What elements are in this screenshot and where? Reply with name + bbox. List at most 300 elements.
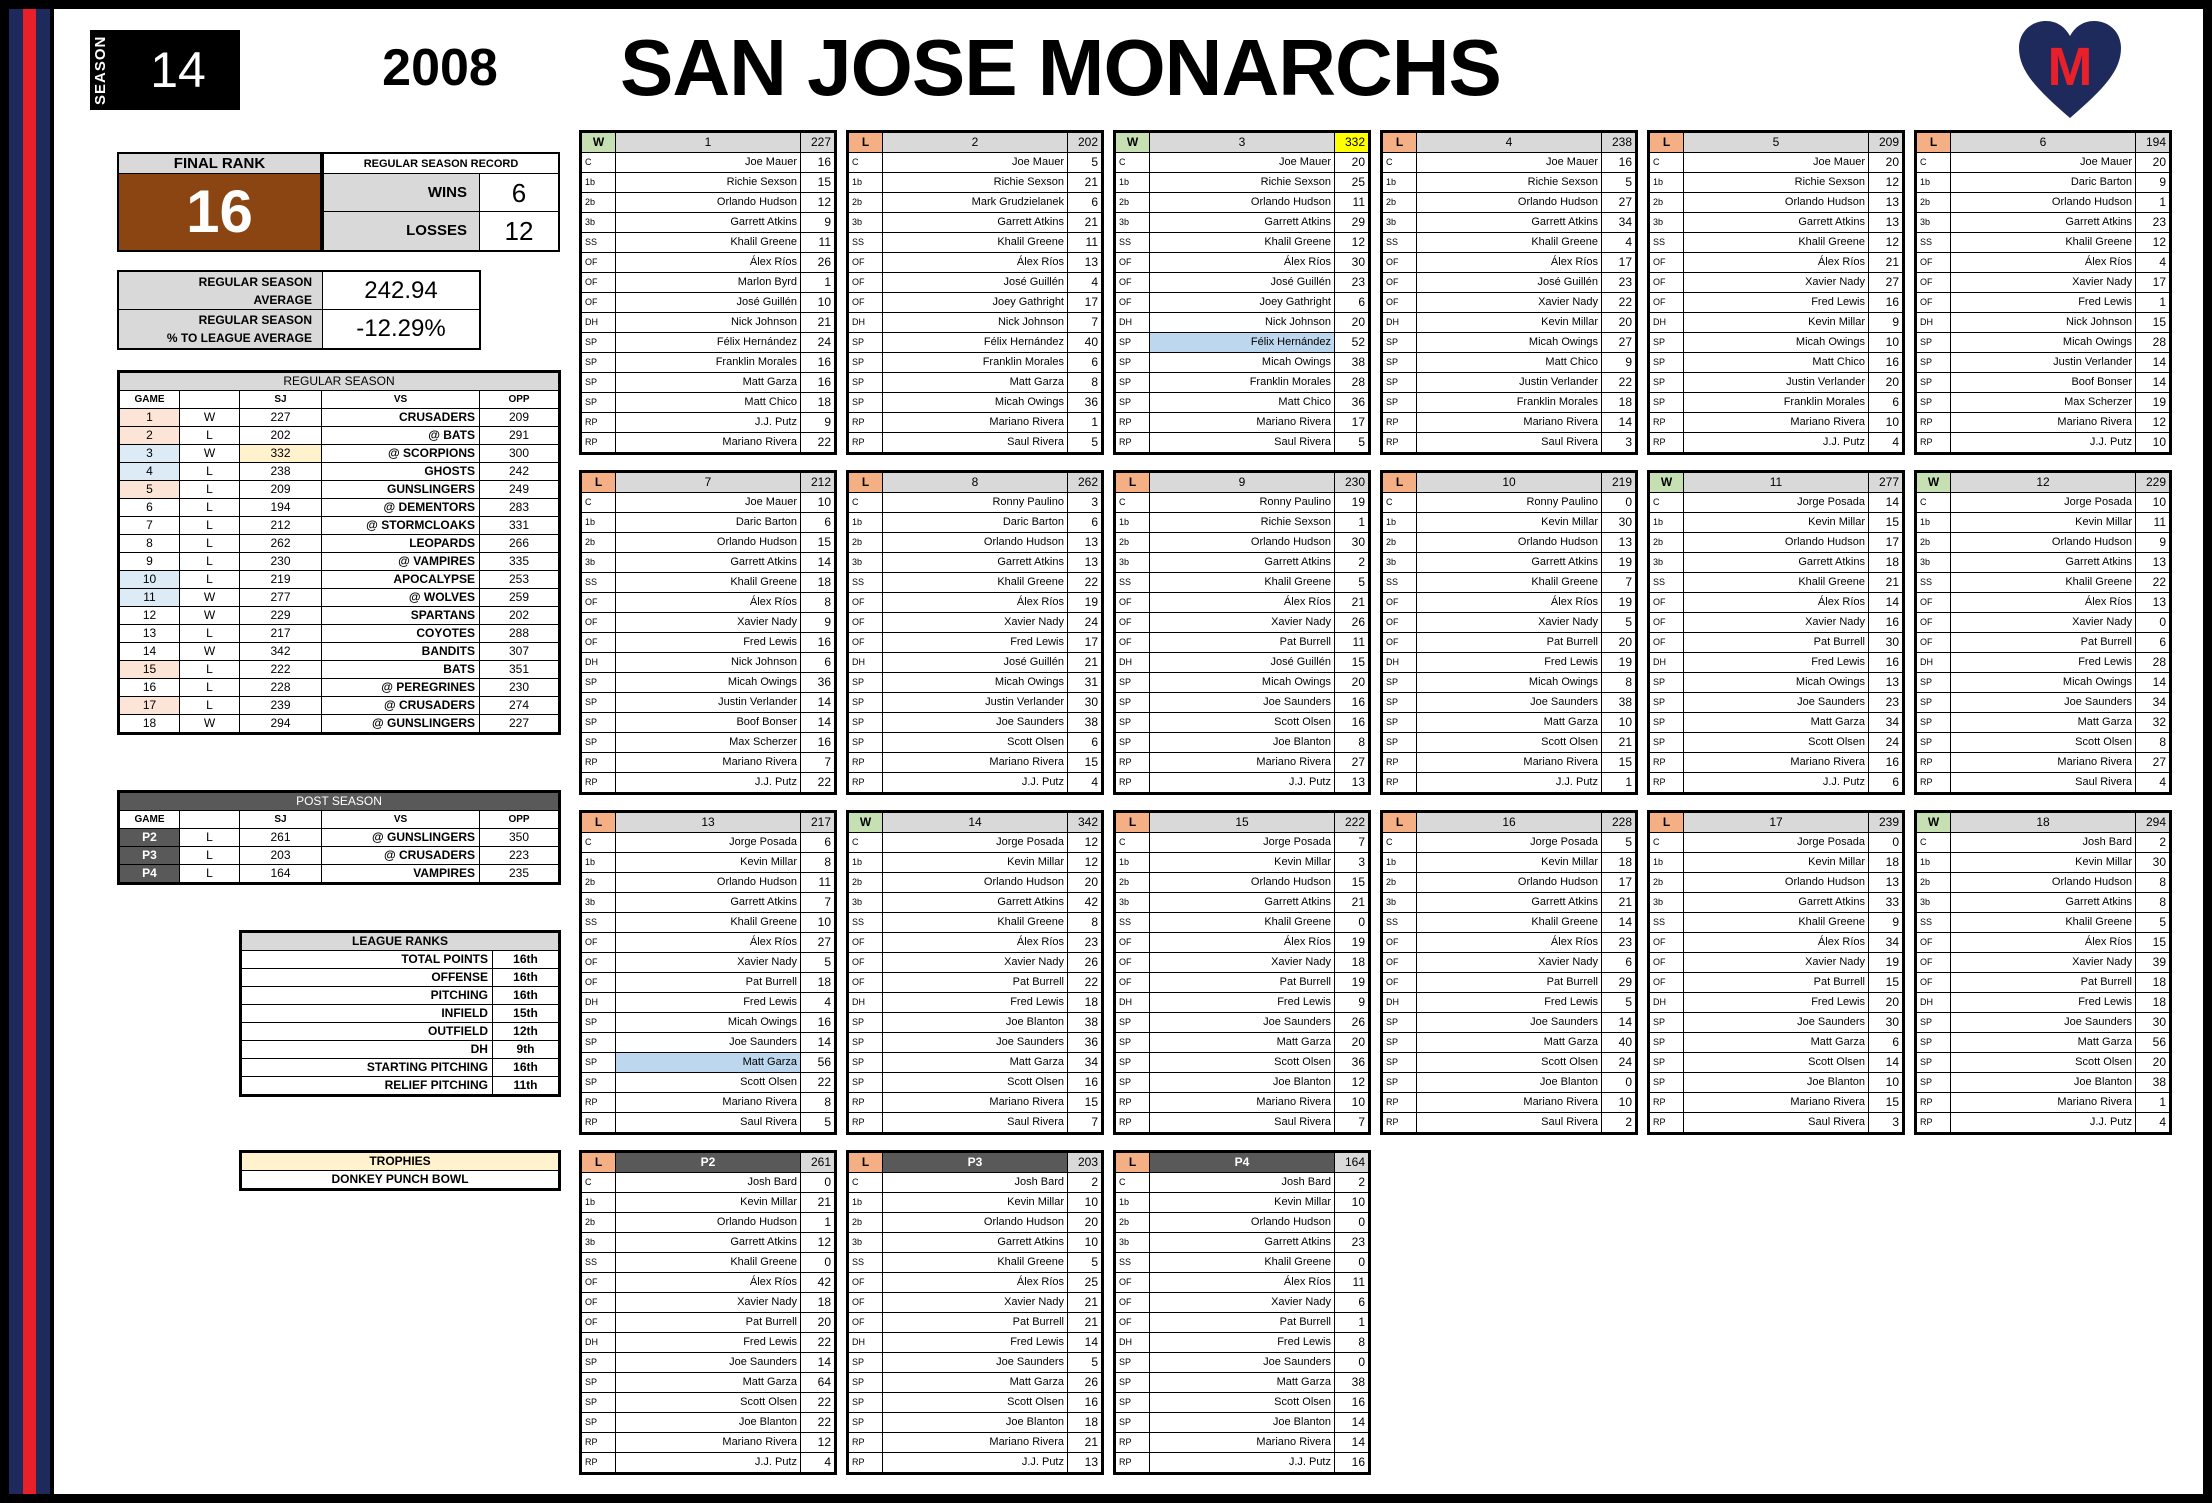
position: SP bbox=[1383, 393, 1417, 413]
player-points: 21 bbox=[1869, 253, 1903, 273]
team-score: 202 bbox=[240, 427, 322, 445]
lineup-row bbox=[1116, 173, 1369, 193]
position: RP bbox=[1116, 753, 1150, 773]
player-points: 17 bbox=[1068, 633, 1102, 653]
lineup-row bbox=[582, 1213, 835, 1233]
final-rank-label: FINAL RANK bbox=[119, 154, 320, 174]
lineup-row bbox=[1116, 1033, 1369, 1053]
position: RP bbox=[1650, 433, 1684, 453]
player-name: Fred Lewis bbox=[1150, 1333, 1335, 1353]
player-points: 5 bbox=[1068, 433, 1102, 453]
player-points: 36 bbox=[1068, 393, 1102, 413]
schedule-row bbox=[120, 829, 559, 847]
lineup-row bbox=[1116, 773, 1369, 793]
player-name: Xavier Nady bbox=[1684, 273, 1869, 293]
player-points: 14 bbox=[1602, 913, 1636, 933]
player-points: 13 bbox=[1869, 673, 1903, 693]
game-total: 202 bbox=[1068, 133, 1102, 153]
player-name: Joe Saunders bbox=[1684, 1013, 1869, 1033]
player-points: 25 bbox=[1068, 1273, 1102, 1293]
player-points: 0 bbox=[1335, 1253, 1369, 1273]
rank-row bbox=[242, 951, 559, 969]
player-name: Álex Ríos bbox=[1417, 933, 1602, 953]
lineup-row bbox=[1383, 353, 1636, 373]
team-score: 262 bbox=[240, 535, 322, 553]
player-points: 6 bbox=[801, 513, 835, 533]
player-name: Xavier Nady bbox=[616, 953, 801, 973]
game-header bbox=[849, 133, 1102, 153]
player-points: 6 bbox=[1602, 953, 1636, 973]
lineup-row bbox=[1116, 293, 1369, 313]
player-name: Scott Olsen bbox=[1951, 1053, 2136, 1073]
player-name: Mariano Rivera bbox=[1417, 753, 1602, 773]
player-points: 14 bbox=[801, 553, 835, 573]
player-name: Scott Olsen bbox=[883, 1393, 1068, 1413]
lineup-row bbox=[849, 893, 1102, 913]
lineup-row bbox=[1116, 873, 1369, 893]
player-points: 14 bbox=[1602, 1013, 1636, 1033]
position: RP bbox=[1383, 1093, 1417, 1113]
player-name: Orlando Hudson bbox=[1150, 1213, 1335, 1233]
lineup-row bbox=[1917, 1093, 2170, 1113]
schedule-row bbox=[120, 481, 559, 499]
lineup-row bbox=[1650, 993, 1903, 1013]
rank-row bbox=[242, 1077, 559, 1095]
position: OF bbox=[849, 1273, 883, 1293]
player-points: 11 bbox=[1335, 1273, 1369, 1293]
player-name: Joe Blanton bbox=[1150, 733, 1335, 753]
position: DH bbox=[1383, 313, 1417, 333]
position: SP bbox=[1383, 353, 1417, 373]
player-points: 64 bbox=[801, 1373, 835, 1393]
lineup-row bbox=[582, 433, 835, 453]
lineup-row bbox=[849, 953, 1102, 973]
position: OF bbox=[582, 593, 616, 613]
opponent-score: 223 bbox=[480, 847, 559, 865]
wins-value: 6 bbox=[511, 178, 527, 208]
position: RP bbox=[849, 433, 883, 453]
player-points: 0 bbox=[801, 1173, 835, 1193]
lineup-row bbox=[849, 613, 1102, 633]
game-result: L bbox=[180, 625, 240, 643]
lineup-row bbox=[849, 1173, 1102, 1193]
position: SP bbox=[582, 693, 616, 713]
player-name: Kevin Millar bbox=[883, 1193, 1068, 1213]
lineup-row bbox=[1383, 1093, 1636, 1113]
lineup-row bbox=[1116, 953, 1369, 973]
opponent: BATS bbox=[322, 661, 480, 679]
lineup-row bbox=[1917, 833, 2170, 853]
player-points: 26 bbox=[1335, 1013, 1369, 1033]
player-name: Orlando Hudson bbox=[883, 1213, 1068, 1233]
lineup-row bbox=[1116, 1173, 1369, 1193]
player-points: 14 bbox=[1335, 1413, 1369, 1433]
player-name: Kevin Millar bbox=[1417, 853, 1602, 873]
player-points: 16 bbox=[1869, 753, 1903, 773]
game-result: L bbox=[180, 427, 240, 445]
lineup-row bbox=[1917, 1073, 2170, 1093]
rank-category: RELIEF PITCHING bbox=[242, 1077, 493, 1095]
position: 1b bbox=[1917, 853, 1951, 873]
position: 2b bbox=[582, 873, 616, 893]
schedule-row bbox=[120, 445, 559, 463]
position: OF bbox=[1917, 613, 1951, 633]
player-name: Pat Burrell bbox=[616, 1313, 801, 1333]
player-points: 14 bbox=[1869, 1053, 1903, 1073]
player-name: Kevin Millar bbox=[616, 853, 801, 873]
player-points: 12 bbox=[801, 1433, 835, 1453]
player-name: Micah Owings bbox=[1150, 673, 1335, 693]
lineup-row bbox=[1650, 1013, 1903, 1033]
opponent-score: 288 bbox=[480, 625, 559, 643]
player-points: 36 bbox=[1068, 1033, 1102, 1053]
lineup-row bbox=[1917, 553, 2170, 573]
position: SP bbox=[1917, 1053, 1951, 1073]
opponent: @ GUNSLINGERS bbox=[322, 829, 480, 847]
player-points: 5 bbox=[801, 953, 835, 973]
player-points: 13 bbox=[1869, 213, 1903, 233]
game-number: 3 bbox=[120, 445, 180, 463]
lineup-row bbox=[1917, 893, 2170, 913]
player-name: Álex Ríos bbox=[1684, 933, 1869, 953]
lineup-row bbox=[1917, 493, 2170, 513]
position: C bbox=[1650, 493, 1684, 513]
post-season-table bbox=[117, 790, 561, 885]
player-points: 17 bbox=[2136, 273, 2170, 293]
position: OF bbox=[582, 253, 616, 273]
position: SP bbox=[849, 353, 883, 373]
game-box bbox=[579, 810, 837, 1135]
position: SP bbox=[1650, 713, 1684, 733]
lineup-row bbox=[1917, 213, 2170, 233]
player-name: Garrett Atkins bbox=[1417, 213, 1602, 233]
player-name: Álex Ríos bbox=[616, 593, 801, 613]
player-points: 1 bbox=[1335, 513, 1369, 533]
lineup-row bbox=[849, 173, 1102, 193]
player-points: 34 bbox=[1869, 933, 1903, 953]
game-box bbox=[1647, 470, 1905, 795]
player-points: 16 bbox=[1869, 613, 1903, 633]
position: OF bbox=[1116, 593, 1150, 613]
position: SS bbox=[1383, 573, 1417, 593]
player-name: Khalil Greene bbox=[883, 913, 1068, 933]
player-name: Xavier Nady bbox=[1417, 293, 1602, 313]
lineup-row bbox=[1116, 613, 1369, 633]
lineup-row bbox=[1917, 533, 2170, 553]
player-name: Fred Lewis bbox=[1150, 993, 1335, 1013]
position: OF bbox=[849, 1293, 883, 1313]
game-result-badge: L bbox=[1116, 813, 1150, 833]
player-points: 27 bbox=[801, 933, 835, 953]
position: 2b bbox=[1917, 533, 1951, 553]
lineup-row bbox=[1917, 413, 2170, 433]
lineup-row bbox=[1650, 213, 1903, 233]
position: RP bbox=[1383, 753, 1417, 773]
lineup-row bbox=[849, 193, 1102, 213]
player-points: 13 bbox=[1068, 533, 1102, 553]
player-name: J.J. Putz bbox=[1150, 1453, 1335, 1473]
player-points: 21 bbox=[1335, 893, 1369, 913]
player-name: Micah Owings bbox=[1684, 333, 1869, 353]
player-name: Álex Ríos bbox=[883, 253, 1068, 273]
position: 2b bbox=[582, 193, 616, 213]
game-header bbox=[582, 473, 835, 493]
player-points: 24 bbox=[1068, 613, 1102, 633]
opponent-score: 266 bbox=[480, 535, 559, 553]
stripe-red bbox=[23, 9, 36, 1494]
avg-label-1: REGULAR SEASON bbox=[198, 275, 312, 289]
position: RP bbox=[1116, 773, 1150, 793]
position: OF bbox=[1650, 293, 1684, 313]
player-name: Franklin Morales bbox=[1417, 393, 1602, 413]
player-name: Joe Saunders bbox=[1150, 1013, 1335, 1033]
player-name: Joe Saunders bbox=[883, 1033, 1068, 1053]
lineup-row bbox=[1650, 573, 1903, 593]
player-name: J.J. Putz bbox=[1684, 433, 1869, 453]
position: 1b bbox=[1650, 513, 1684, 533]
lineup-row bbox=[849, 1413, 1102, 1433]
position: RP bbox=[1116, 433, 1150, 453]
position: SP bbox=[1383, 1053, 1417, 1073]
team-score: 203 bbox=[240, 847, 322, 865]
lineup-row bbox=[582, 1173, 835, 1193]
player-name: Orlando Hudson bbox=[883, 533, 1068, 553]
position: SP bbox=[1116, 1393, 1150, 1413]
player-points: 16 bbox=[1335, 693, 1369, 713]
player-name: Mariano Rivera bbox=[616, 433, 801, 453]
opponent: @ CRUSADERS bbox=[322, 697, 480, 715]
position: DH bbox=[1383, 653, 1417, 673]
lineup-row bbox=[582, 853, 835, 873]
player-name: Joe Blanton bbox=[616, 1413, 801, 1433]
player-points: 13 bbox=[1869, 873, 1903, 893]
game-number: 15 bbox=[120, 661, 180, 679]
player-name: Mariano Rivera bbox=[1150, 1093, 1335, 1113]
player-points: 17 bbox=[1335, 413, 1369, 433]
position: RP bbox=[1917, 773, 1951, 793]
column-header: VS bbox=[322, 391, 480, 409]
player-points: 9 bbox=[801, 413, 835, 433]
player-name: Mariano Rivera bbox=[883, 753, 1068, 773]
position: 1b bbox=[1116, 173, 1150, 193]
player-points: 14 bbox=[2136, 373, 2170, 393]
player-name: Scott Olsen bbox=[616, 1073, 801, 1093]
lineup-row bbox=[1650, 893, 1903, 913]
player-name: Kevin Millar bbox=[1684, 853, 1869, 873]
pct-label-1: REGULAR SEASON bbox=[198, 313, 312, 327]
game-box bbox=[1113, 130, 1371, 455]
position: C bbox=[1917, 153, 1951, 173]
player-points: 18 bbox=[1335, 953, 1369, 973]
pct-label-2: % TO LEAGUE AVERAGE bbox=[166, 331, 312, 345]
position: OF bbox=[1383, 253, 1417, 273]
lineup-row bbox=[1383, 613, 1636, 633]
column-header: OPP bbox=[480, 811, 559, 829]
lineup-row bbox=[1650, 713, 1903, 733]
game-number: 1 bbox=[120, 409, 180, 427]
player-name: Xavier Nady bbox=[1684, 953, 1869, 973]
player-points: 24 bbox=[801, 333, 835, 353]
game-result: L bbox=[180, 679, 240, 697]
player-points: 15 bbox=[1869, 1093, 1903, 1113]
player-points: 26 bbox=[1068, 1373, 1102, 1393]
player-points: 28 bbox=[2136, 653, 2170, 673]
opponent: APOCALYPSE bbox=[322, 571, 480, 589]
player-points: 18 bbox=[1869, 553, 1903, 573]
game-total: 227 bbox=[801, 133, 835, 153]
game-header bbox=[1116, 1153, 1369, 1173]
player-name: Xavier Nady bbox=[616, 613, 801, 633]
player-name: Matt Chico bbox=[616, 393, 801, 413]
team-score: 209 bbox=[240, 481, 322, 499]
position: 3b bbox=[1650, 553, 1684, 573]
lineup-row bbox=[582, 393, 835, 413]
position: 3b bbox=[849, 893, 883, 913]
position: 3b bbox=[1116, 213, 1150, 233]
lineup-row bbox=[1917, 153, 2170, 173]
position: RP bbox=[849, 1093, 883, 1113]
player-points: 1 bbox=[1602, 773, 1636, 793]
lineup-row bbox=[1383, 593, 1636, 613]
lineup-row bbox=[1917, 1013, 2170, 1033]
player-points: 4 bbox=[801, 1453, 835, 1473]
player-name: Joe Saunders bbox=[1150, 693, 1335, 713]
position: OF bbox=[1650, 633, 1684, 653]
game-number: 17 bbox=[120, 697, 180, 715]
lineup-row bbox=[1116, 313, 1369, 333]
player-points: 1 bbox=[1335, 1313, 1369, 1333]
game-header bbox=[1650, 133, 1903, 153]
logo-letter: M bbox=[2047, 37, 2093, 97]
player-name: Saul Rivera bbox=[1684, 1113, 1869, 1133]
player-points: 22 bbox=[801, 433, 835, 453]
player-name: Pat Burrell bbox=[1951, 633, 2136, 653]
player-name: Garrett Atkins bbox=[616, 893, 801, 913]
game-result-badge: L bbox=[1116, 473, 1150, 493]
player-points: 4 bbox=[1068, 773, 1102, 793]
position: 3b bbox=[582, 1233, 616, 1253]
team-score: 229 bbox=[240, 607, 322, 625]
game-result-badge: L bbox=[1383, 133, 1417, 153]
player-name: Kevin Millar bbox=[1417, 513, 1602, 533]
player-name: Saul Rivera bbox=[1150, 433, 1335, 453]
lineup-row bbox=[849, 553, 1102, 573]
game-box bbox=[846, 810, 1104, 1135]
lineup-row bbox=[1116, 393, 1369, 413]
position: SP bbox=[849, 393, 883, 413]
player-name: Josh Bard bbox=[883, 1173, 1068, 1193]
player-points: 21 bbox=[1602, 733, 1636, 753]
player-name: Micah Owings bbox=[1417, 673, 1602, 693]
position: OF bbox=[582, 1273, 616, 1293]
player-name: Álex Ríos bbox=[1684, 253, 1869, 273]
lineup-row bbox=[1650, 973, 1903, 993]
player-points: 13 bbox=[1869, 193, 1903, 213]
game-result: L bbox=[180, 571, 240, 589]
opponent-score: 291 bbox=[480, 427, 559, 445]
position: RP bbox=[582, 1093, 616, 1113]
player-points: 20 bbox=[1869, 153, 1903, 173]
lineup-row bbox=[849, 1013, 1102, 1033]
schedule-row bbox=[120, 409, 559, 427]
season-label: SEASON bbox=[92, 35, 109, 105]
position: RP bbox=[1917, 413, 1951, 433]
game-box bbox=[1647, 130, 1905, 455]
position: 1b bbox=[1383, 173, 1417, 193]
player-points: 30 bbox=[1335, 533, 1369, 553]
player-name: Saul Rivera bbox=[883, 1113, 1068, 1133]
lineup-row bbox=[1116, 633, 1369, 653]
game-number: 9 bbox=[120, 553, 180, 571]
position: OF bbox=[1650, 953, 1684, 973]
lineup-row bbox=[1650, 1113, 1903, 1133]
position: SP bbox=[582, 393, 616, 413]
player-points: 5 bbox=[1335, 573, 1369, 593]
game-result-badge: W bbox=[1650, 473, 1684, 493]
player-name: Álex Ríos bbox=[616, 933, 801, 953]
game-result: L bbox=[180, 847, 240, 865]
position: SP bbox=[582, 713, 616, 733]
lineup-row bbox=[1917, 713, 2170, 733]
player-name: Micah Owings bbox=[1951, 673, 2136, 693]
position: 3b bbox=[582, 213, 616, 233]
player-points: 0 bbox=[1602, 1073, 1636, 1093]
player-name: Matt Garza bbox=[1951, 1033, 2136, 1053]
lineup-row bbox=[1917, 333, 2170, 353]
player-name: Álex Ríos bbox=[616, 253, 801, 273]
rank-row bbox=[242, 1041, 559, 1059]
player-points: 2 bbox=[1335, 1173, 1369, 1193]
record-label: REGULAR SEASON RECORD bbox=[324, 154, 558, 174]
player-name: Mariano Rivera bbox=[616, 753, 801, 773]
player-points: 26 bbox=[801, 253, 835, 273]
position: OF bbox=[849, 273, 883, 293]
lineup-row bbox=[1650, 353, 1903, 373]
lineup-row bbox=[582, 1393, 835, 1413]
player-name: Joe Saunders bbox=[1417, 693, 1602, 713]
game-result-badge: L bbox=[1917, 133, 1951, 153]
player-points: 22 bbox=[2136, 573, 2170, 593]
player-points: 8 bbox=[1335, 1333, 1369, 1353]
lineup-row bbox=[1650, 1093, 1903, 1113]
player-name: Richie Sexson bbox=[1684, 173, 1869, 193]
player-name: Álex Ríos bbox=[1150, 593, 1335, 613]
player-name: Mariano Rivera bbox=[1684, 1093, 1869, 1113]
lineup-row bbox=[1650, 173, 1903, 193]
player-name: Garrett Atkins bbox=[1684, 893, 1869, 913]
position: C bbox=[1650, 153, 1684, 173]
player-points: 27 bbox=[1602, 193, 1636, 213]
player-points: 39 bbox=[2136, 953, 2170, 973]
position: RP bbox=[1650, 413, 1684, 433]
position: 3b bbox=[849, 213, 883, 233]
player-name: Khalil Greene bbox=[883, 233, 1068, 253]
game-number: 14 bbox=[120, 643, 180, 661]
player-points: 6 bbox=[801, 833, 835, 853]
player-points: 16 bbox=[801, 733, 835, 753]
position: OF bbox=[1917, 293, 1951, 313]
position: SP bbox=[1917, 1013, 1951, 1033]
position: SP bbox=[1383, 333, 1417, 353]
position: OF bbox=[1917, 933, 1951, 953]
player-name: Franklin Morales bbox=[1684, 393, 1869, 413]
lineup-row bbox=[582, 953, 835, 973]
player-name: Álex Ríos bbox=[1417, 253, 1602, 273]
team-score: 194 bbox=[240, 499, 322, 517]
position: C bbox=[1917, 833, 1951, 853]
player-name: Khalil Greene bbox=[1684, 233, 1869, 253]
player-points: 10 bbox=[1602, 1093, 1636, 1113]
